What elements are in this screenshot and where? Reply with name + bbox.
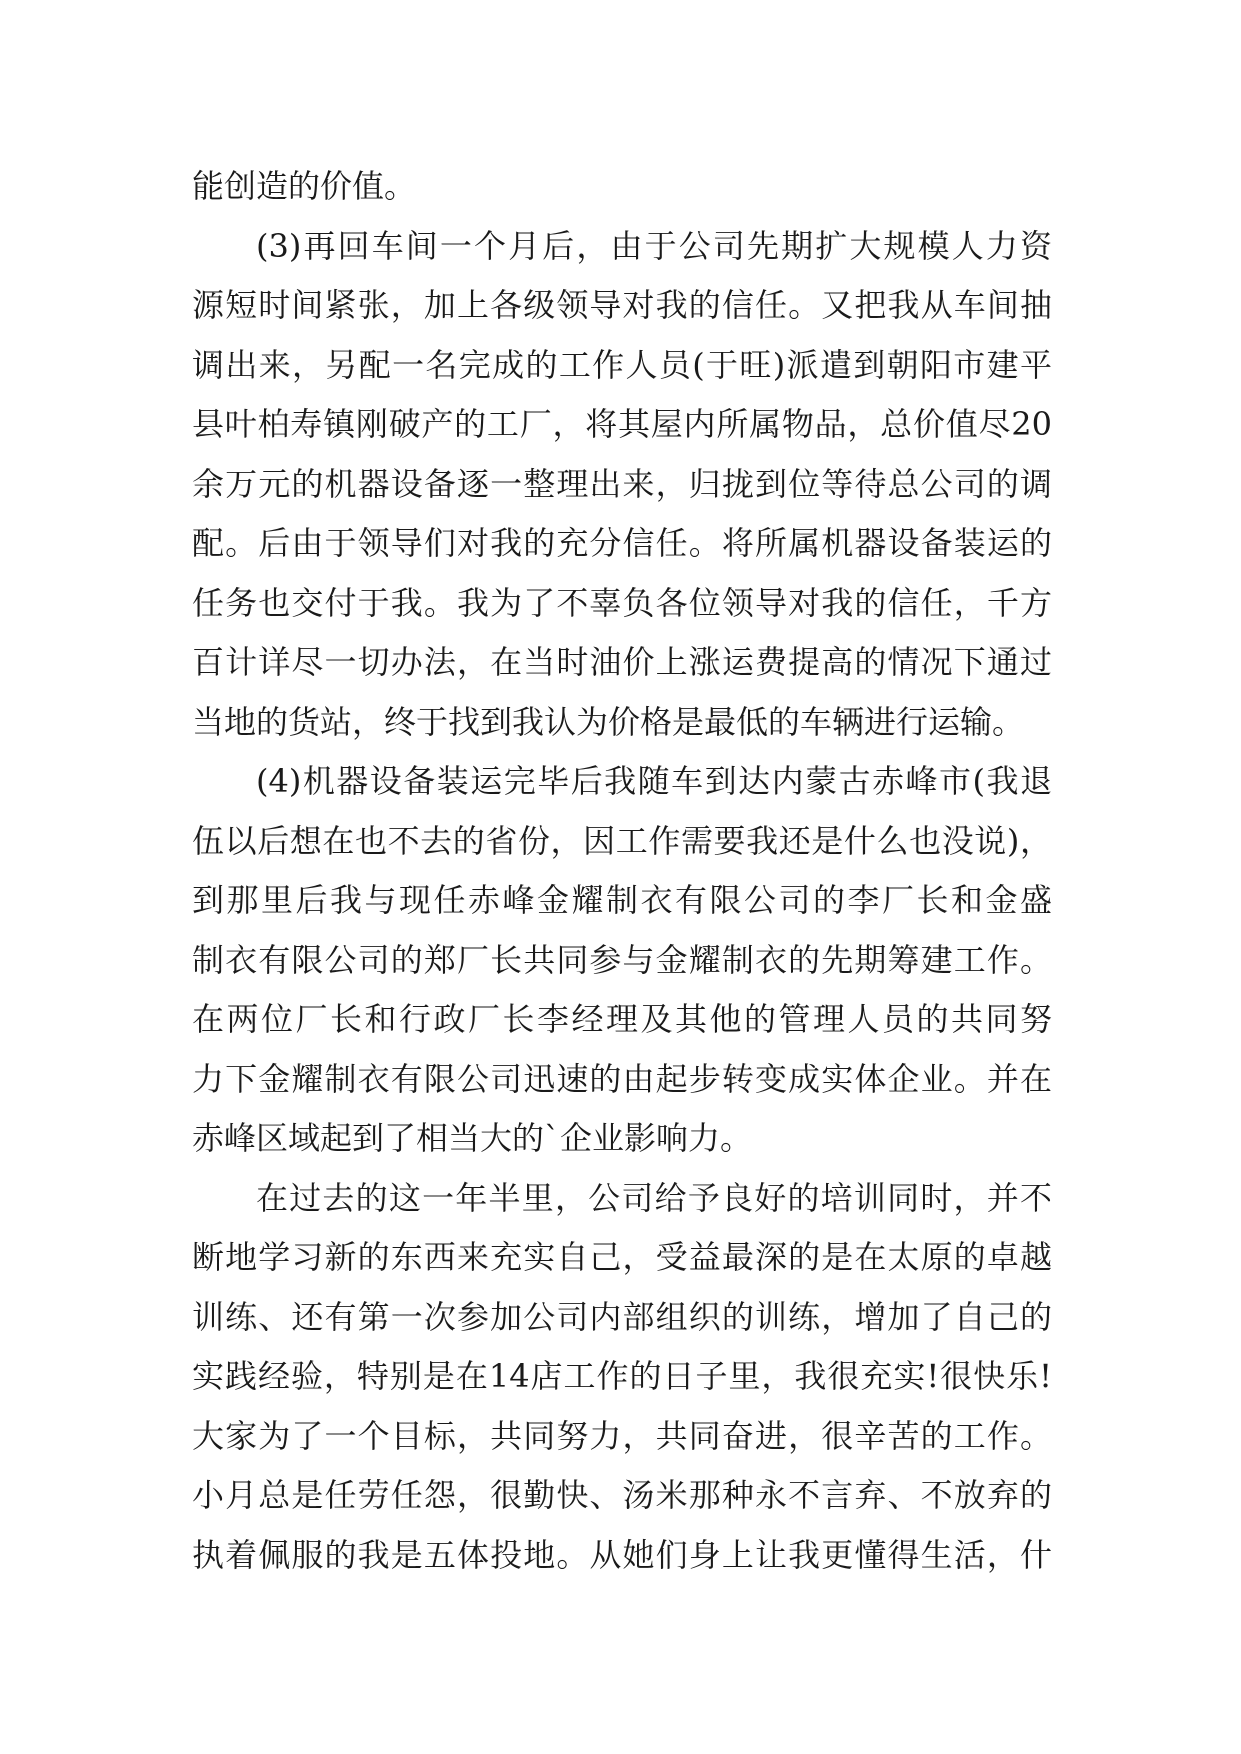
text-line: 训练、还有第一次参加公司内部组织的训练，增加了自己的 xyxy=(192,1297,1052,1336)
text-line: 任务也交付于我。我为了不辜负各位领导对我的信任，千方 xyxy=(192,583,1052,622)
text-line: 当地的货站，终于找到我认为价格是最低的车辆进行运输。 xyxy=(192,702,1025,741)
text-line: 力下金耀制衣有限公司迅速的由起步转变成实体企业。并在 xyxy=(192,1059,1052,1098)
text-line: 到那里后我与现任赤峰金耀制衣有限公司的李厂长和金盛 xyxy=(192,881,1052,919)
text-line: 赤峰区域起到了相当大的`企业影响力。 xyxy=(192,1119,753,1157)
text-line: 能创造的价值。 xyxy=(192,167,417,205)
text-line: (4)机器设备装运完毕后我随车到达内蒙古赤峰市(我退 xyxy=(256,762,1052,800)
text-line: 配。后由于领导们对我的充分信任。将所属机器设备装运的 xyxy=(192,524,1052,562)
text-line: 小月总是任劳任怨，很勤快、汤米那种永不言弃、不放弃的 xyxy=(192,1476,1052,1514)
text-line: 余万元的机器设备逐一整理出来，归拢到位等待总公司的调 xyxy=(192,464,1052,503)
text-line: (3)再回车间一个月后，由于公司先期扩大规模人力资 xyxy=(256,226,1052,265)
text-line: 源短时间紧张，加上各级领导对我的信任。又把我从车间抽 xyxy=(192,286,1052,324)
text-line: 执着佩服的我是五体投地。从她们身上让我更懂得生活，什 xyxy=(192,1535,1052,1574)
text-line: 百计详尽一切办法，在当时油价上涨运费提高的情况下通过 xyxy=(192,643,1052,681)
text-line: 调出来，另配一名完成的工作人员(于旺)派遣到朝阳市建平 xyxy=(192,345,1052,384)
text-line: 县叶柏寿镇刚破产的工厂，将其屋内所属物品，总价值尽20 xyxy=(192,405,1052,443)
text-line: 实践经验，特别是在14店工作的日子里，我很充实!很快乐! xyxy=(192,1357,1052,1395)
text-line: 制衣有限公司的郑厂长共同参与金耀制衣的先期筹建工作。 xyxy=(192,940,1052,979)
text-line: 大家为了一个目标，共同努力，共同奋进，很辛苦的工作。 xyxy=(192,1416,1052,1455)
text-line: 在过去的这一年半里，公司给予良好的培训同时，并不 xyxy=(256,1178,1052,1217)
body-text xyxy=(192,157,1052,1585)
text-line: 断地学习新的东西来充实自己，受益最深的是在太原的卓越 xyxy=(192,1238,1052,1276)
text-line: 在两位厂长和行政厂长李经理及其他的管理人员的共同努 xyxy=(192,1000,1052,1038)
text-line: 伍以后想在也不去的省份，因工作需要我还是什么也没说)， xyxy=(192,821,1052,860)
